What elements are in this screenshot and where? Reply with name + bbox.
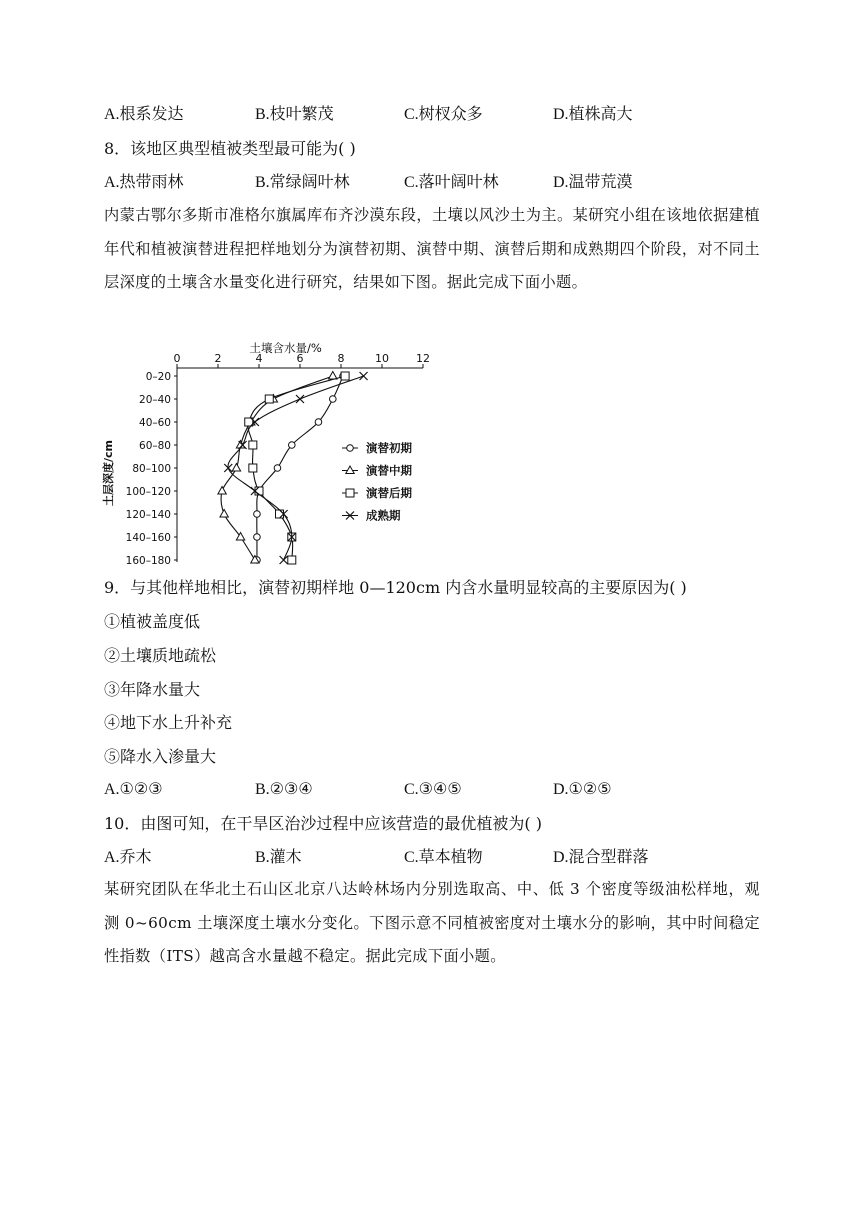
legend-item [342, 486, 412, 500]
marker-triangle [218, 487, 226, 495]
y-tick-label: 60–80 [139, 440, 171, 452]
y-tick-label: 0–20 [145, 371, 171, 383]
q9-option-b: B.②③④ [255, 781, 313, 798]
q7-option-c: C.树杈众多 [404, 106, 483, 123]
y-tick-label: 160–180 [125, 555, 171, 567]
passage-ordos: 内蒙古鄂尔多斯市准格尔旗属库布齐沙漠东段，土壤以风沙土为主。某研究小组在该地依据建植年代和植被演替进程把样地划分为演替初期、演替中期、演替后期和成熟期四个阶段，对不同土层深度的土壤含水量变化进行研究，结果如下图。据此完成下面小题。 [104, 206, 760, 291]
x-tick-label: 10 [375, 352, 389, 365]
marker-square [288, 556, 296, 564]
q9-item-5: ⑤降水入渗量大 [104, 747, 217, 766]
marker-circle [274, 465, 281, 472]
marker-square [249, 464, 257, 472]
q8-stem: 8．该地区典型植被类型最可能为( ) [104, 139, 356, 158]
marker-square [265, 395, 273, 403]
x-tick-label: 12 [416, 352, 430, 365]
x-axis-title: 土壤含水量/% [249, 341, 322, 355]
y-tick-label: 100–120 [125, 486, 171, 498]
marker-circle [347, 445, 354, 452]
marker-triangle [232, 464, 240, 472]
q10-option-c: C.草本植物 [404, 849, 483, 866]
marker-circle [330, 396, 337, 403]
legend-item [342, 441, 412, 455]
series-line [228, 376, 364, 560]
q10-stem: 10．由图可知，在干旱区治沙过程中应该营造的最优植被为( ) [104, 814, 542, 833]
q8-option-b: B.常绿阔叶林 [255, 174, 350, 191]
x-tick-label: 4 [255, 352, 263, 365]
q7-option-d: D.植株高大 [553, 106, 633, 123]
chart-legend [342, 441, 412, 523]
legend-label: 演替初期 [366, 441, 412, 455]
marker-square [346, 489, 354, 497]
x-tick-label: 8 [337, 352, 345, 365]
series-line [257, 376, 343, 560]
chart-series [218, 372, 368, 565]
q9-option-a: A.①②③ [104, 781, 163, 798]
marker-square [276, 510, 284, 518]
marker-triangle [329, 372, 337, 380]
q9-item-3: ③年降水量大 [104, 680, 201, 699]
q8-option-d: D.温带荒漠 [553, 174, 633, 191]
y-tick-label: 140–160 [125, 532, 171, 544]
x-tick-label: 0 [173, 352, 181, 365]
marker-triangle [220, 510, 228, 518]
q9-item-1: ①植被盖度低 [104, 612, 201, 631]
q9-item-4: ④地下水上升补充 [104, 713, 233, 732]
legend-label: 演替中期 [366, 463, 412, 478]
soil-moisture-chart [100, 336, 440, 568]
passage-badaling: 某研究团队在华北土石山区北京八达岭林场内分别选取高、中、低 3 个密度等级油松样地，观测 0~60cm 土壤深度土壤水分变化。下图示意不同植被密度对土壤水分的影响，其中时间稳定性指数（ITS）越高含水量越不稳定。据此完成下面小题。 [104, 880, 760, 965]
x-tick-label: 6 [296, 352, 304, 365]
q10-option-b: B.灌木 [255, 849, 302, 866]
q10-option-a: A.乔木 [104, 849, 152, 866]
marker-circle [315, 419, 322, 426]
q9-stem: 9．与其他样地相比，演替初期样地 0—120cm 内含水量明显较高的主要原因为( ) [104, 578, 687, 597]
y-axis-title: 土层深度/cm [102, 440, 115, 506]
q9-item-2: ②土壤质地疏松 [104, 646, 217, 665]
marker-square [341, 372, 349, 380]
legend-item [342, 509, 401, 523]
y-tick-label: 40–60 [139, 417, 171, 429]
marker-cross [360, 372, 368, 380]
marker-cross [280, 556, 288, 564]
q10-option-d: D.混合型群落 [553, 849, 649, 866]
marker-circle [289, 442, 296, 449]
q7-option-b: B.枝叶繁茂 [255, 106, 334, 123]
marker-triangle [346, 466, 354, 474]
marker-square [249, 441, 257, 449]
y-tick-label: 20–40 [139, 394, 171, 406]
legend-label: 成熟期 [366, 508, 401, 523]
y-tick-label: 80–100 [132, 463, 171, 475]
legend-item [342, 464, 412, 478]
y-tick-label: 120–140 [125, 509, 171, 521]
marker-circle [254, 511, 261, 518]
q7-option-a: A.根系发达 [104, 106, 184, 123]
q9-option-d: D.①②⑤ [553, 781, 612, 798]
q8-option-a: A.热带雨林 [104, 174, 184, 191]
marker-cross [296, 395, 304, 403]
marker-circle [254, 534, 261, 541]
q9-option-c: C.③④⑤ [404, 781, 462, 798]
q8-option-c: C.落叶阔叶林 [404, 174, 499, 191]
x-tick-label: 2 [214, 352, 222, 365]
legend-label: 演替后期 [366, 486, 412, 500]
